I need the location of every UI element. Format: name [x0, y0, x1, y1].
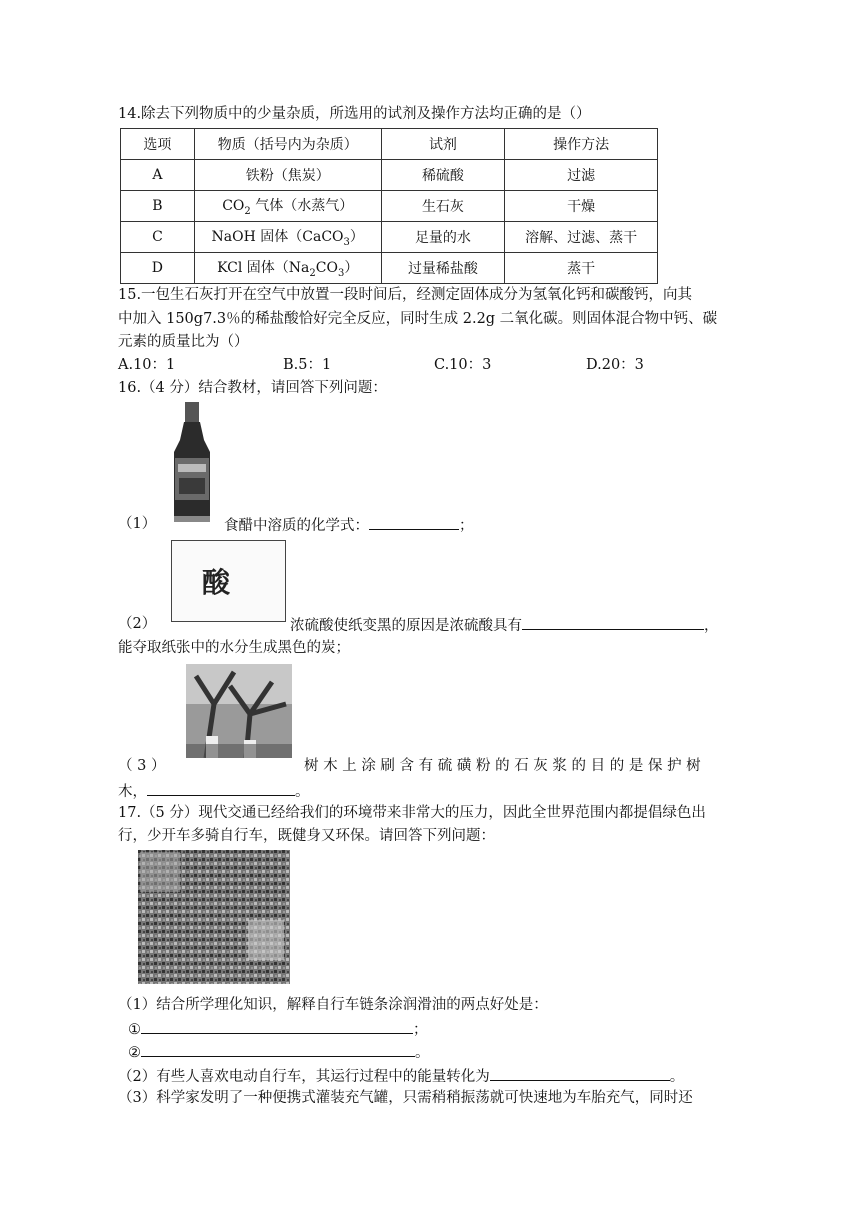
- tree-trunk-image: [186, 664, 292, 758]
- answer-blank[interactable]: [522, 614, 704, 630]
- table-row: [121, 191, 658, 222]
- q17-line-1: 17.（5 分）现代交通已经给我们的环境带来非常大的压力，因此全世界范围内都提倡绿色出: [118, 805, 706, 821]
- q17-part3: （3）科学家发明了一种便携式灌装充气罐，只需稍稍振荡就可快速地为车胎充气，同时还: [118, 1090, 693, 1106]
- vinegar-bottle-image: [170, 400, 215, 526]
- q14-stem: 14.除去下列物质中的少量杂质，所选用的试剂及操作方法均正确的是（）: [118, 106, 591, 122]
- row-method: 溶解、过滤、蒸干: [505, 222, 658, 253]
- answer-blank[interactable]: [490, 1065, 670, 1081]
- q16-stem: 16.（4 分）结合教材，请回答下列问题：: [118, 380, 387, 396]
- q14-options-table: [120, 128, 658, 284]
- q15-line-3: 元素的质量比为（）: [118, 334, 249, 350]
- q17-part1-answer2: ② 。: [128, 1041, 430, 1063]
- row-substance: $CO_2$ 气体（水蒸气）: [194, 191, 381, 222]
- row-reagent: 过量稀盐酸: [381, 253, 505, 284]
- paper-character: 酸: [202, 566, 229, 599]
- q17-line-2: 行，少开车多骑自行车，既健身又环保。请回答下列问题：: [118, 828, 495, 844]
- row-method: 过滤: [505, 160, 658, 191]
- answer-blank[interactable]: [141, 1041, 415, 1057]
- row-reagent: 稀硫酸: [381, 160, 505, 191]
- table-row: [121, 253, 658, 284]
- row-option: A: [121, 160, 195, 191]
- row-option: C: [121, 222, 195, 253]
- answer-blank[interactable]: [147, 780, 295, 796]
- answer-blank[interactable]: [141, 1018, 413, 1034]
- table-header-row: [121, 129, 658, 160]
- answer-blank[interactable]: [369, 514, 459, 530]
- row-method: 蒸干: [505, 253, 658, 284]
- q16-part3-text: 树 木 上 涂 刷 含 有 硫 磺 粉 的 石 灰 浆 的 目 的 是 保 护 树: [304, 758, 701, 774]
- row-option: D: [121, 253, 195, 284]
- q15-line-1: 15.一包生石灰打开在空气中放置一段时间后，经测定固体成分为氢氧化钙和碳酸钙，向其: [118, 287, 693, 303]
- blackened-paper-image: [171, 540, 286, 622]
- q16-part1-text: 食醋中溶质的化学式： ；: [224, 514, 474, 536]
- q16-part3-label: （ 3 ）: [118, 758, 166, 774]
- table-row: [121, 160, 658, 191]
- row-substance: NaOH 固体（CaCO$_3$）: [194, 222, 381, 253]
- q17-part2: （2）有些人喜欢电动自行车，其运行过程中的能量转化为 。: [118, 1065, 684, 1087]
- q16-part1-label: （1）: [118, 516, 157, 532]
- q16-part2-label: （2）: [118, 616, 157, 632]
- header-substance: 物质（括号内为杂质）: [194, 129, 381, 160]
- q15-choice-b: B.5：1: [283, 357, 332, 373]
- q15-choice-a: A.10：1: [118, 357, 176, 373]
- q16-part3-line2: 木， 。: [118, 780, 310, 802]
- q15-choice-d: D.20：3: [586, 357, 644, 373]
- q16-part2-line2: 能夺取纸张中的水分生成黑色的炭；: [118, 640, 350, 656]
- header-option: 选项: [121, 129, 195, 160]
- row-reagent: 足量的水: [381, 222, 505, 253]
- row-reagent: 生石灰: [381, 191, 505, 222]
- q17-part1-answer1: ① ；: [128, 1018, 428, 1040]
- row-option: B: [121, 191, 195, 222]
- bicycle-chain-image: [138, 850, 290, 984]
- row-method: 干燥: [505, 191, 658, 222]
- q15-line-2: 中加入 150g7.3％的稀盐酸恰好完全反应，同时生成 2.2g 二氧化碳。则固体混合物中钙、碳: [118, 311, 718, 327]
- header-reagent: 试剂: [381, 129, 505, 160]
- q16-part2-text: 浓硫酸使纸变黑的原因是浓硫酸具有 ，: [290, 614, 719, 636]
- table-row: [121, 222, 658, 253]
- header-method: 操作方法: [505, 129, 658, 160]
- q17-part1: （1）结合所学理化知识，解释自行车链条涂润滑油的两点好处是：: [118, 997, 548, 1013]
- q15-choice-c: C.10：3: [434, 357, 492, 373]
- row-substance: 铁粉（焦炭）: [194, 160, 381, 191]
- row-substance: KCl 固体$(Na_2CO_3)$: [194, 253, 381, 284]
